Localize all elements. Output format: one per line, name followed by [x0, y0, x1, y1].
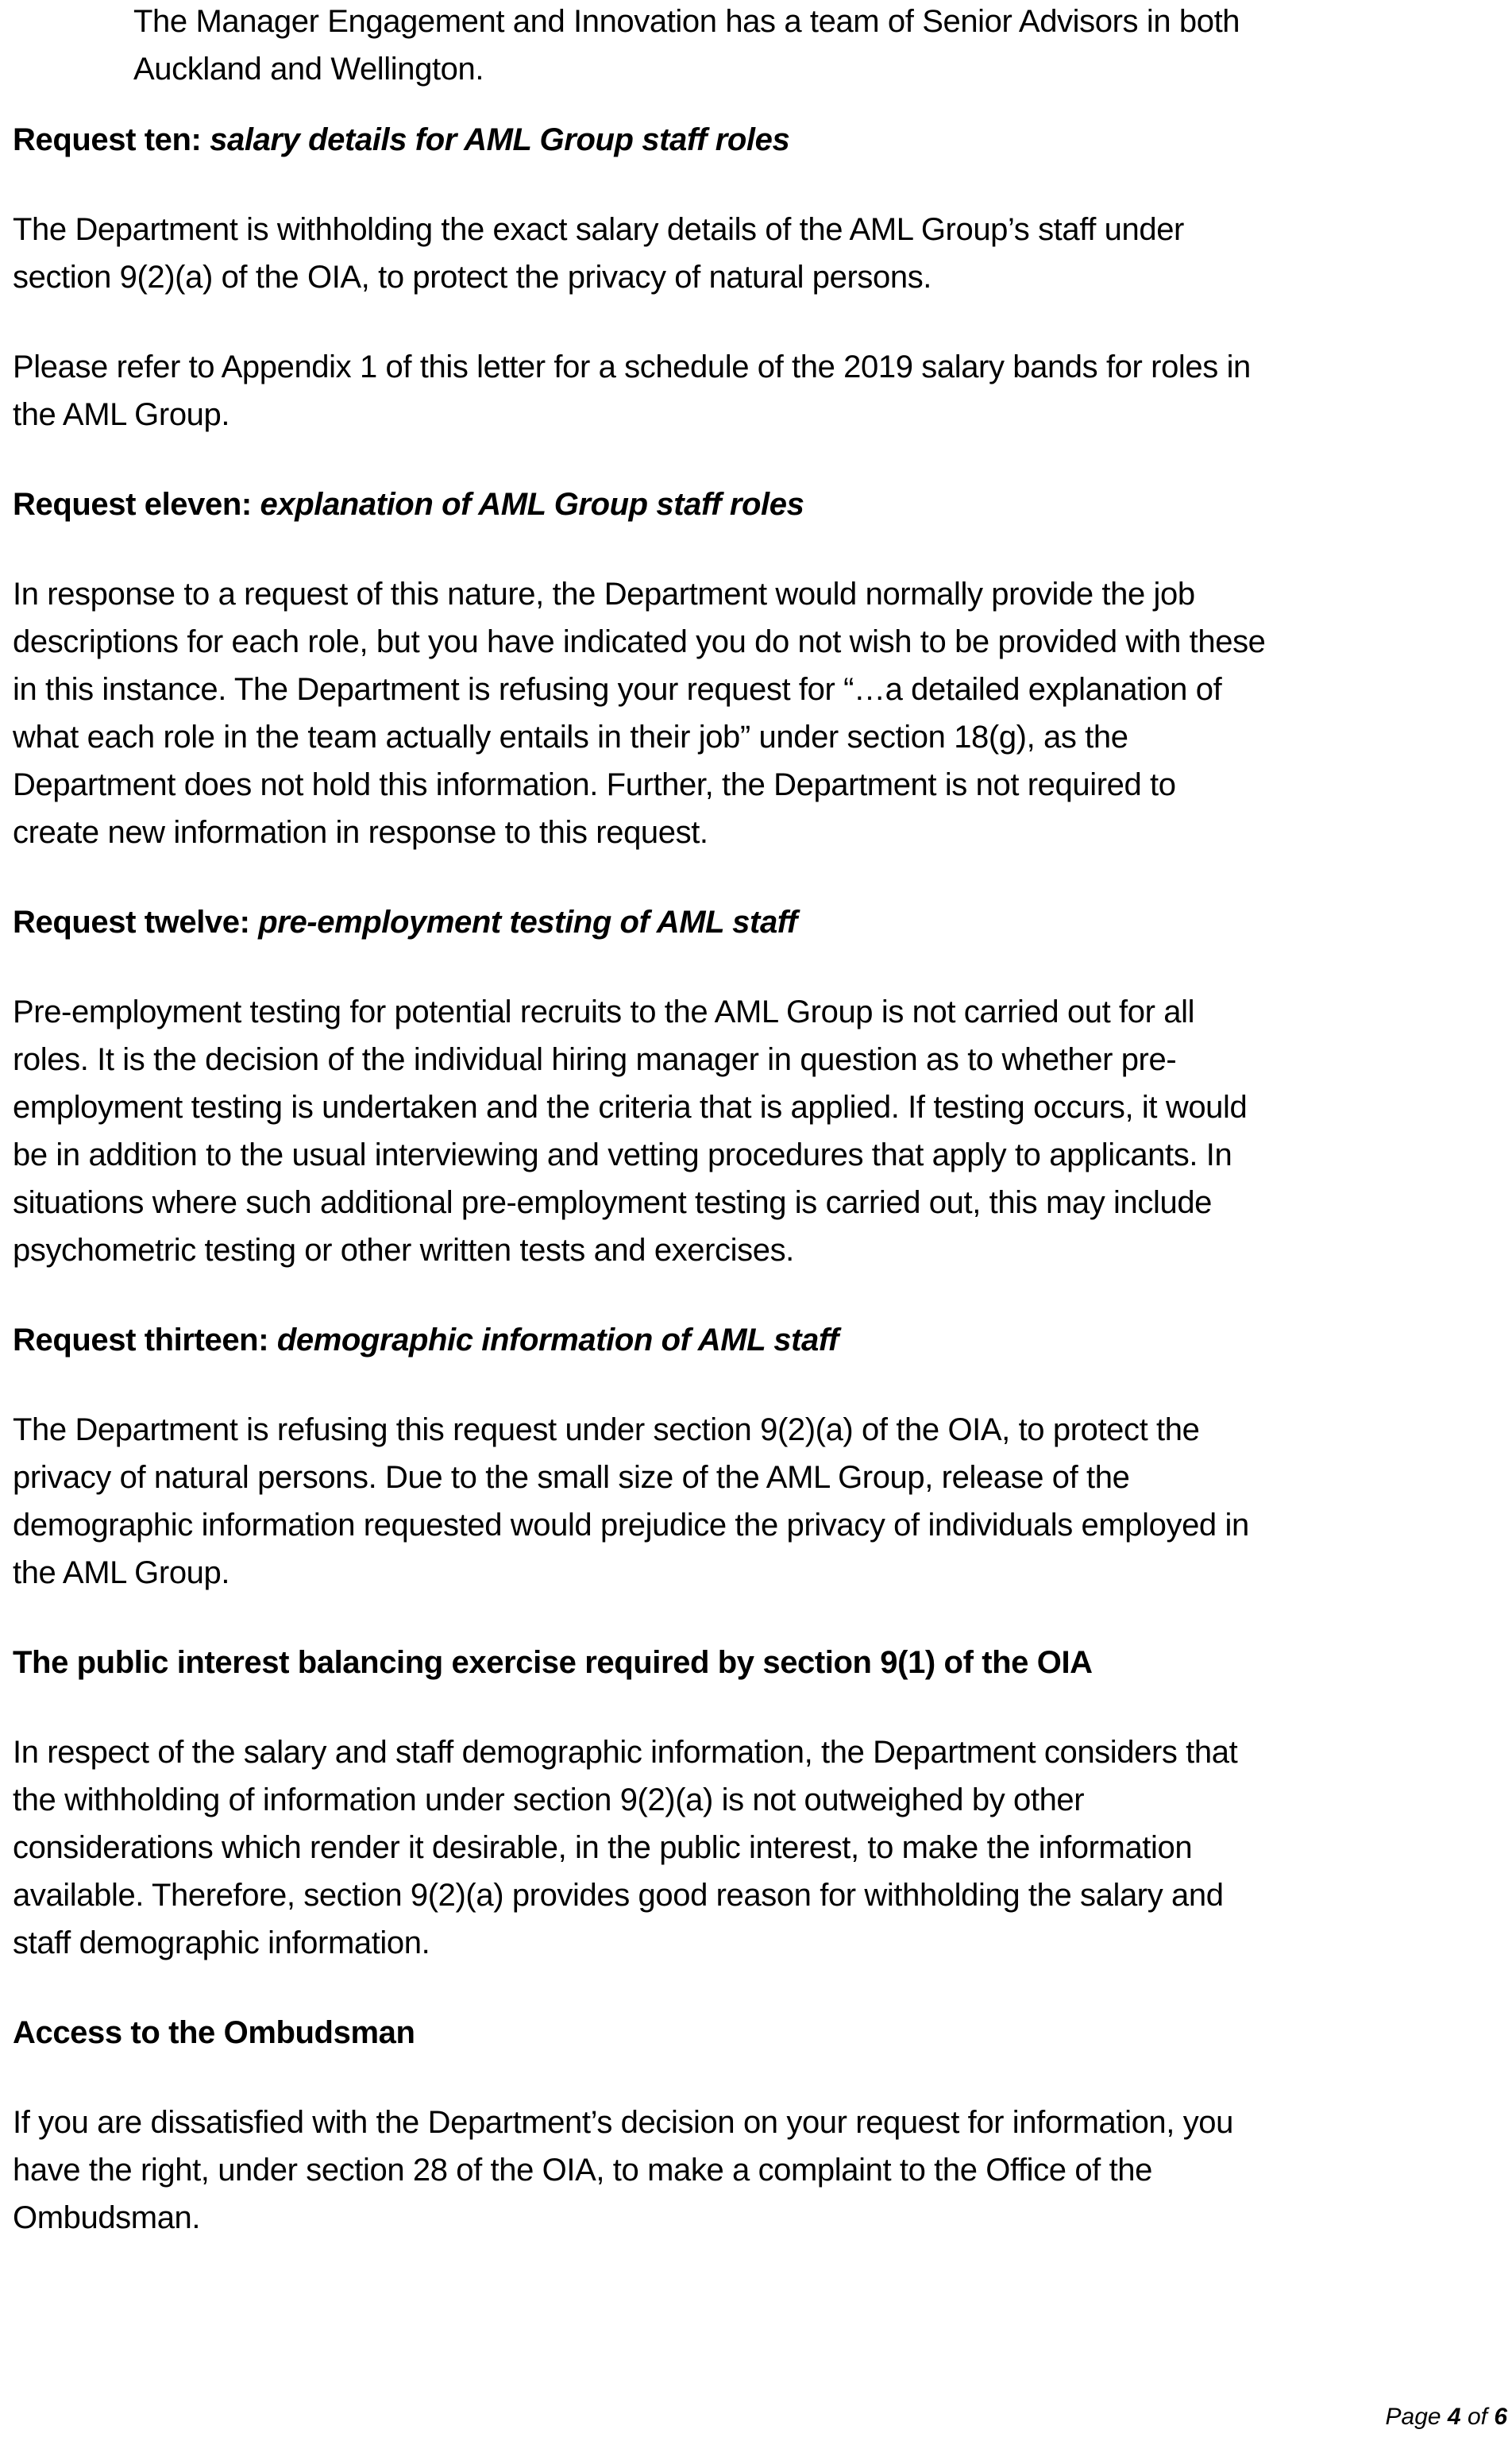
text-line: Ombudsman. — [13, 2200, 201, 2235]
text-line: section 9(2)(a) of the OIA, to protect the privacy of natural persons. — [13, 260, 932, 295]
heading-line — [13, 1639, 1506, 1686]
text-line: Please refer to Appendix 1 of this letter for a schedule of the 2019 salary bands for roles in — [13, 350, 1251, 384]
text-line: considerations which render it desirable, in the public interest, to make the information — [13, 1830, 1193, 1865]
of-word: of — [1460, 2404, 1495, 2430]
text-line: in this instance. The Department is refusing your request for “…a detailed explanation of — [13, 672, 1222, 707]
text-line: be in addition to the usual interviewing and vetting procedures that apply to applicants. In — [13, 1137, 1232, 1172]
heading-subject: explanation of AML Group staff roles — [260, 487, 804, 522]
section-heading — [13, 2009, 1506, 2057]
heading-label: Request thirteen: — [13, 1323, 277, 1358]
text-line: situations where such additional pre-employment testing is carried out, this may include — [13, 1185, 1213, 1220]
text-line: available. Therefore, section 9(2)(a) provides good reason for withholding the salary and — [13, 1878, 1224, 1913]
text-line: The Department is withholding the exact salary details of the AML Group’s staff under — [13, 212, 1184, 247]
paragraph — [13, 570, 1506, 856]
section-heading — [13, 116, 1506, 164]
heading-line — [13, 116, 1506, 164]
paragraph — [13, 1406, 1506, 1597]
text-line: privacy of natural persons. Due to the small size of the AML Group, release of the — [13, 1460, 1130, 1495]
text-line: roles. It is the decision of the individual hiring manager in question as to whether pre- — [13, 1042, 1177, 1077]
section-heading — [13, 898, 1506, 946]
heading-label: The public interest balancing exercise required by section 9(1) of the OIA — [13, 1645, 1093, 1680]
text-line: the AML Group. — [13, 1555, 230, 1590]
paragraph — [13, 2099, 1506, 2242]
text-line: psychometric testing or other written tests and exercises. — [13, 1233, 794, 1268]
heading-label: Access to the Ombudsman — [13, 2015, 415, 2050]
heading-line — [13, 898, 1506, 946]
text-line: In respect of the salary and staff demographic information, the Department considers that — [13, 1735, 1238, 1770]
text-line: have the right, under section 28 of the OIA, to make a complaint to the Office of the — [13, 2153, 1153, 2188]
page-word: Page — [1385, 2404, 1448, 2430]
paragraph — [13, 0, 1506, 93]
heading-subject: demographic information of AML staff — [276, 1323, 839, 1358]
text-line: the AML Group. — [13, 397, 230, 432]
text-line: Department does not hold this information. Further, the Department is not required to — [13, 767, 1176, 802]
total-pages: 6 — [1494, 2404, 1507, 2430]
heading-label: Request eleven: — [13, 487, 260, 522]
paragraph — [13, 343, 1506, 438]
text-line: Auckland and Wellington. — [133, 52, 484, 87]
text-line: Pre-employment testing for potential recruits to the AML Group is not carried out for all — [13, 994, 1195, 1029]
text-line: The Department is refusing this request under section 9(2)(a) of the OIA, to protect the — [13, 1412, 1200, 1447]
text-line: what each role in the team actually entails in their job” under section 18(g), as the — [13, 720, 1128, 755]
heading-line — [13, 1316, 1506, 1364]
page-number — [1386, 2404, 1507, 2431]
text-line: The Manager Engagement and Innovation has a team of Senior Advisors in both — [133, 4, 1240, 39]
text-line: the withholding of information under section 9(2)(a) is not outweighed by other — [13, 1782, 1085, 1817]
section-heading — [13, 481, 1506, 528]
text-line: If you are dissatisfied with the Department’s decision on your request for information, you — [13, 2105, 1233, 2140]
text-line: employment testing is undertaken and the criteria that is applied. If testing occurs, it would — [13, 1090, 1248, 1125]
heading-line — [13, 2009, 1506, 2057]
current-page: 4 — [1447, 2404, 1461, 2430]
heading-subject: salary details for AML Group staff roles — [210, 122, 790, 157]
section-heading — [13, 1316, 1506, 1364]
text-line: In response to a request of this nature, the Department would normally provide the job — [13, 577, 1195, 612]
paragraph — [13, 206, 1506, 301]
heading-label: Request ten: — [13, 122, 210, 157]
letter-body — [13, 0, 1506, 2242]
heading-label: Request twelve: — [13, 905, 259, 940]
heading-subject: pre-employment testing of AML staff — [258, 905, 797, 940]
paragraph — [13, 1728, 1506, 1967]
heading-line — [13, 481, 1506, 528]
text-line: demographic information requested would prejudice the privacy of individuals employed in — [13, 1508, 1249, 1543]
text-line: create new information in response to this request. — [13, 815, 708, 850]
text-line: staff demographic information. — [13, 1925, 430, 1960]
paragraph — [13, 988, 1506, 1274]
text-line: descriptions for each role, but you have indicated you do not wish to be provided with these — [13, 624, 1266, 659]
section-heading — [13, 1639, 1506, 1686]
